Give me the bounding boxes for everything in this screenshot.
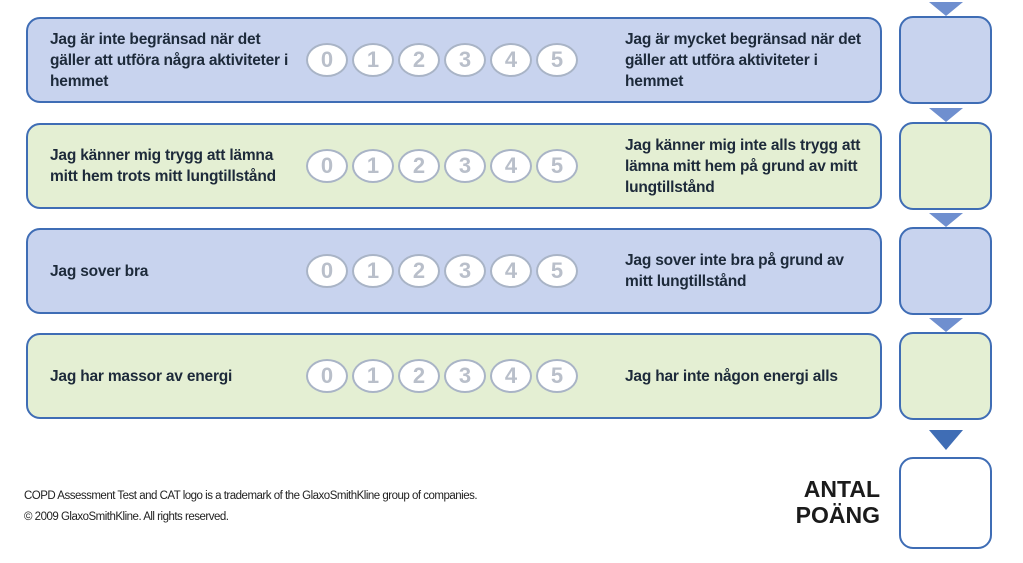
rating-option-4[interactable]: 4 [490, 43, 532, 77]
question-row-leaving-home [26, 123, 882, 209]
rating-scale [306, 125, 578, 207]
rating-option-5[interactable]: 5 [536, 359, 578, 393]
rating-option-1[interactable]: 1 [352, 254, 394, 288]
rating-option-0[interactable]: 0 [306, 43, 348, 77]
rating-option-1[interactable]: 1 [352, 149, 394, 183]
rating-scale [306, 19, 578, 101]
rating-option-4[interactable]: 4 [490, 359, 532, 393]
score-box[interactable] [899, 16, 992, 104]
rating-option-2[interactable]: 2 [398, 254, 440, 288]
flow-arrow-icon [929, 108, 963, 122]
rating-option-5[interactable]: 5 [536, 254, 578, 288]
copyright-footer [24, 486, 477, 528]
rating-scale [306, 335, 578, 417]
flow-arrow-icon [929, 318, 963, 332]
rating-option-0[interactable]: 0 [306, 254, 348, 288]
question-row-home-activities [26, 17, 882, 103]
copyright-notice: © 2009 GlaxoSmithKline. All rights reserved. [24, 511, 229, 523]
flow-arrow-icon [929, 213, 963, 227]
rating-option-0[interactable]: 0 [306, 149, 348, 183]
row-right-statement: Jag är mycket begränsad när det gäller att utföra aktiviteter i hemmet [625, 30, 861, 90]
rating-option-3[interactable]: 3 [444, 254, 486, 288]
row-right-statement: Jag känner mig inte alls trygg att lämna mitt hem på grund av mitt lungtillstånd [625, 136, 861, 196]
score-box[interactable] [899, 122, 992, 210]
question-row-energy [26, 333, 882, 419]
rating-scale [306, 230, 578, 312]
total-score-label [760, 476, 880, 528]
total-label-line2: POÄNG [795, 502, 880, 528]
rating-option-3[interactable]: 3 [444, 359, 486, 393]
flow-arrow-icon [929, 430, 963, 450]
score-box[interactable] [899, 227, 992, 315]
total-label-line1: ANTAL [803, 476, 880, 502]
rating-option-4[interactable]: 4 [490, 149, 532, 183]
trademark-notice: COPD Assessment Test and CAT logo is a trademark of the GlaxoSmithKline group of companies. [24, 490, 478, 502]
total-score-box[interactable] [899, 457, 992, 549]
rating-option-1[interactable]: 1 [352, 359, 394, 393]
rating-option-3[interactable]: 3 [444, 149, 486, 183]
rating-option-2[interactable]: 2 [398, 43, 440, 77]
rating-option-4[interactable]: 4 [490, 254, 532, 288]
row-right-statement: Jag har inte någon energi alls [625, 367, 838, 385]
flow-arrow-icon [929, 2, 963, 16]
rating-option-5[interactable]: 5 [536, 43, 578, 77]
rating-option-5[interactable]: 5 [536, 149, 578, 183]
rating-option-2[interactable]: 2 [398, 359, 440, 393]
row-left-statement: Jag är inte begränsad när det gäller att utföra några aktiviteter i hemmet [50, 30, 289, 90]
rating-option-1[interactable]: 1 [352, 43, 394, 77]
rating-option-0[interactable]: 0 [306, 359, 348, 393]
score-box[interactable] [899, 332, 992, 420]
rating-option-2[interactable]: 2 [398, 149, 440, 183]
row-left-statement: Jag känner mig trygg att lämna mitt hem trots mitt lungtillstånd [50, 147, 276, 185]
rating-option-3[interactable]: 3 [444, 43, 486, 77]
row-right-statement: Jag sover inte bra på grund av mitt lungtillstånd [625, 252, 844, 290]
question-row-sleep [26, 228, 882, 314]
row-left-statement: Jag sover bra [50, 262, 149, 280]
row-left-statement: Jag har massor av energi [50, 367, 233, 385]
